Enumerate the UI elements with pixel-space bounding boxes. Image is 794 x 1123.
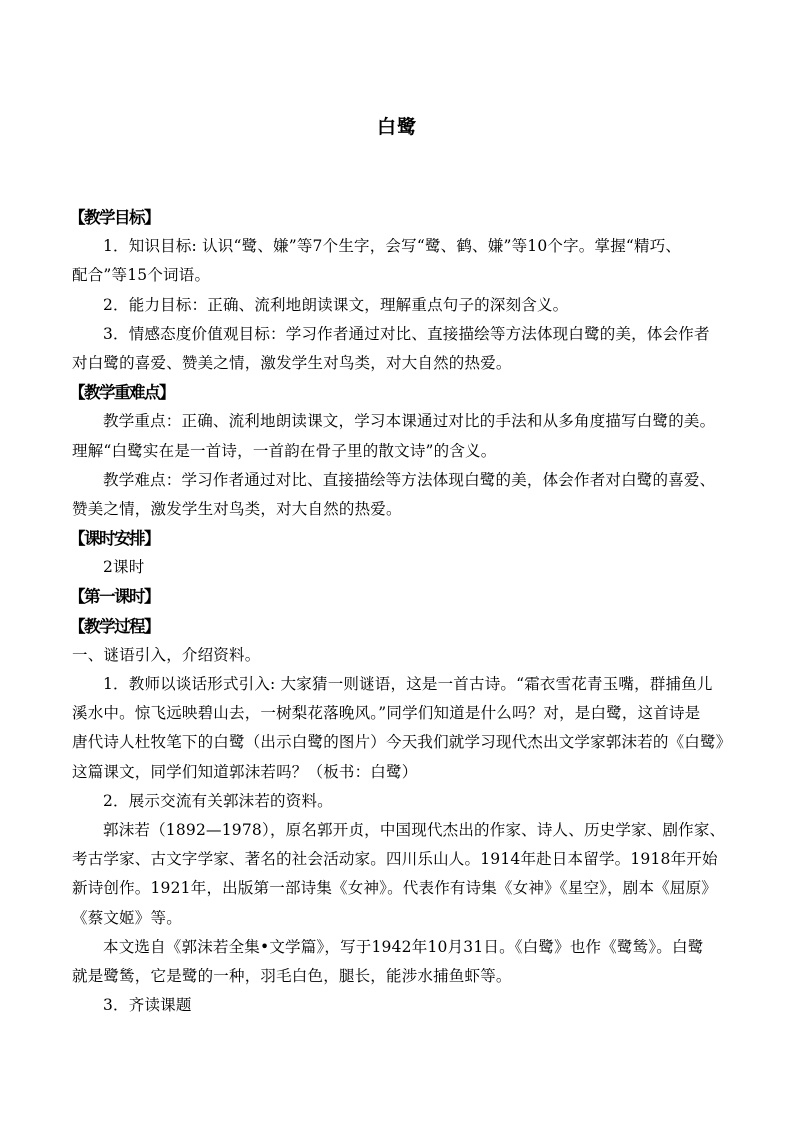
text-line: 3．情感态度价值观目标：学习作者通过对比、直接描绘等方法体现白鹭的美，体会作者 xyxy=(103,324,710,343)
text-line: 郭沫若（1892—1978），原名郭开贞，中国现代杰出的作家、诗人、历史学家、剧作家、 xyxy=(103,820,726,839)
text-line: 这篇课文，同学们知道郭沫若吗？（板书：白鹭） xyxy=(72,762,418,781)
text-line: 2．展示交流有关郭沫若的资料。 xyxy=(103,791,333,810)
section-heading: 【教学过程】 xyxy=(69,616,159,636)
section-heading: 【教学重难点】 xyxy=(69,383,174,403)
text-line: 本文选自《郭沫若全集•文学篇》，写于1942年10月31日。《白鹭》也作《鹭鸶》。白鹭 xyxy=(103,937,704,956)
text-line: 1．知识目标: 认识“鹭、嫌”等7个生字，会写“鹭、鹤、嫌”等10个字。掌握“精巧、 xyxy=(103,237,682,256)
text-line: 新诗创作。1921年，出版第一部诗集《女神》。代表作有诗集《女神》《星空》，剧本《屈原》 xyxy=(72,879,717,898)
text-line: 理解“白鹭实在是一首诗，一首韵在骨子里的散文诗”的含义。 xyxy=(72,441,497,460)
text-line: 2．能力目标：正确、流利地朗读课文，理解重点句子的深刻含义。 xyxy=(103,295,569,314)
text-line: 2课时 xyxy=(103,558,145,577)
text-line: 就是鹭鸶，它是鹭的一种，羽毛白色，腿长，能涉水捕鱼虾等。 xyxy=(72,966,512,985)
text-line: 赞美之情，激发学生对鸟类，对大自然的热爱。 xyxy=(72,499,402,518)
section-heading: 【第一课时】 xyxy=(69,587,159,607)
text-line: 考古学家、古文字学家、著名的社会活动家。四川乐山人。1914年赴日本留学。1918年开始 xyxy=(72,850,718,869)
text-line: 对白鹭的喜爱、赞美之情，激发学生对鸟类，对大自然的热爱。 xyxy=(72,353,512,372)
text-line: 一、谜语引入，介绍资料。 xyxy=(72,645,261,664)
text-line: 教学重点：正确、流利地朗读课文，学习本课通过对比的手法和从多角度描写白鹭的美。 xyxy=(103,412,716,431)
text-line: 3．齐读课题 xyxy=(103,996,192,1015)
section-heading: 【教学目标】 xyxy=(69,208,159,227)
document-body xyxy=(69,203,732,1020)
text-line: 溪水中。惊飞远映碧山去，一树梨花落晚风。”同学们知道是什么吗？对，是白鹭，这首诗是 xyxy=(72,704,701,723)
text-line: 《蔡文姬》等。 xyxy=(72,908,182,927)
text-line: 1．教师以谈话形式引入: 大家猜一则谜语，这是一首古诗。“霜衣雪花青玉嘴，群捕鱼儿 xyxy=(103,675,713,693)
text-line: 配合”等15个词语。 xyxy=(72,266,211,285)
text-line: 唐代诗人杜牧笔下的白鹭（出示白鹭的图片）今天我们就学习现代杰出文学家郭沫若的《白鹭》 xyxy=(72,733,732,752)
text-line: 教学难点：学习作者通过对比、直接描绘等方法体现白鹭的美，体会作者对白鹭的喜爱、 xyxy=(103,470,716,489)
page-title: 白鹭 xyxy=(376,116,417,138)
section-heading: 【课时安排】 xyxy=(69,529,159,549)
